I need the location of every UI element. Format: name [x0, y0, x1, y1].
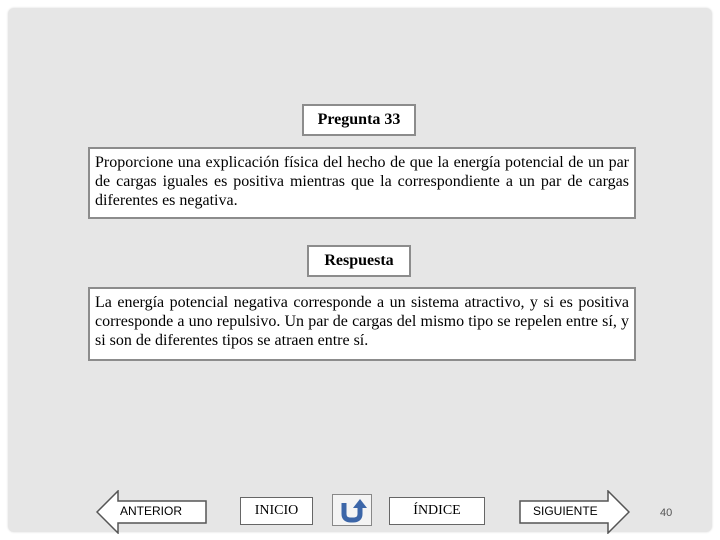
answer-text-box — [88, 287, 636, 361]
prev-button[interactable] — [96, 490, 208, 534]
home-label: INICIO — [254, 503, 299, 518]
return-button[interactable] — [332, 494, 372, 526]
answer-title-box — [307, 245, 411, 277]
next-label: SIGUIENTE — [533, 504, 598, 518]
question-title: Pregunta 33 — [317, 111, 401, 128]
next-button[interactable] — [518, 490, 630, 534]
question-text-box — [88, 147, 636, 219]
page-number: 40 — [660, 507, 673, 519]
index-button[interactable] — [389, 497, 485, 525]
question-text: Proporcione una explicación física del hecho de que la energía potencial de un par de cargas iguales es positiva mientras que la correspondiente a un par de cargas diferentes es negativa. — [95, 154, 629, 209]
u-turn-arrow-icon — [337, 497, 367, 523]
prev-label: ANTERIOR — [120, 504, 183, 518]
home-button[interactable] — [240, 497, 313, 525]
index-label: ÍNDICE — [413, 503, 461, 518]
answer-text: La energía potencial negativa corresponde a un sistema atractivo, y si es positiva corresponde a uno repulsivo. Un par de cargas del mismo tipo se repelen entre sí, y si son de diferentes tipos se atraen entre sí. — [95, 294, 629, 349]
question-title-box — [302, 104, 416, 136]
answer-title: Respuesta — [324, 252, 394, 269]
